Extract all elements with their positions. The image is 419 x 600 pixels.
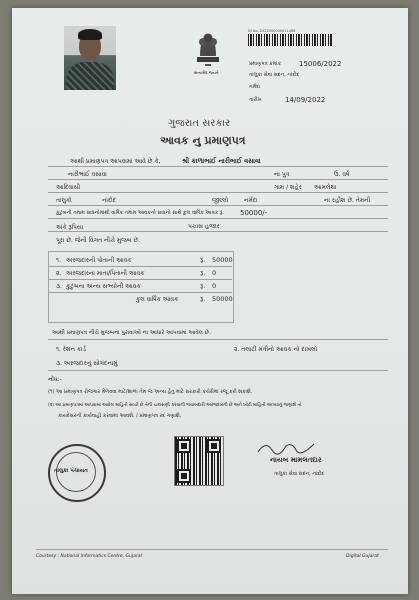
currency-2: રૂ. [200,270,206,277]
district: નર્મદા [244,197,258,204]
proof-heading: આથી પ્રમાણપત્ર નીચે મુજબના પુરાવાઓ ના આધારે આપવામાં આવેલ છે. [52,330,211,336]
relation-text: ના પુત્ર [274,171,290,178]
signature-office: તાલુકા સેવા સદન, નાંદોદ [274,471,325,477]
certificate-page [12,8,408,594]
income-row-1-amount: 50000 [212,256,233,264]
family-income-text: કુટુંબની તમામ સાધનોમાંથી વાર્ષિક તમામ આવકનો સાધનો સાથે કુલ વાર્ષિક આવક રૂ. [56,210,225,216]
age-label: ઉ. વર્ષ [334,171,350,178]
village: આમલેથા [314,184,337,191]
digital-gujarat-text: Digital Gujarat [346,554,379,559]
income-total-amount: 50000 [212,295,233,303]
certificate-title: આવક નુ પ્રમાણપત્ર [160,134,246,147]
applicant-photo [64,26,116,90]
income-row-1-source: અરજદારની પોતાની આવક [66,257,132,264]
resident-text: ના રહીશ છે. તેમની [324,197,371,204]
proof-item-1: ૧. રેશન કાર્ડ [56,346,86,353]
taluka: નાંદોદ [102,197,117,204]
applicant-name: શ્રી કાળાભાઈ નારીભાઈ વસાવા [182,157,261,165]
income-row-2-source: અરજદારના માતા/પિતાની આવક [66,270,145,277]
details-label: પૂરા છે. જેની વિગત નીચે મુજબ છે. [56,237,141,244]
issue-date: 14/09/2022 [285,96,326,104]
certificate-no-label: પ્રમાણપત્ર ક્રમાંક [249,61,282,67]
in-words-label: અંકે રૂપિયા [56,224,84,231]
income-row-2-index: ૨. [56,270,62,277]
currency-3: રૂ. [200,283,206,290]
intro-text: આથી પ્રમાણપત્ર આપવામાં આવે છે કે, [70,158,161,165]
father-name: નારીભાઈ વસાવા [68,171,107,178]
proof-item-2: ૨. તલાટી મંત્રીનો આવક નો દાખલો [234,346,318,353]
signature-title: નાયબ મામલતદાર [270,456,322,464]
signature-icon [256,438,316,456]
note-2-line-1: (૨) આ પ્રમાણપત્રમાં આપવામાં આવેલ માહિતી સાચી છે તેની ચકાસણી કરવાની જવાબદારી અરજદારની છે અને ખોટી માહિતી આપ્યાનું જણાશે તો [48,403,302,408]
income-row-1-index: ૧. [56,257,61,264]
qr-code [174,436,224,486]
village-label: ગામ / શહેર [274,184,302,191]
notes-heading: નોંધ:- [48,376,62,383]
note-1: (૧) આ પ્રમાણપત્ર રોજગાર મેળવવા માટે/શાળા તેમ જ અન્ય હેતુ માટે સરકારી કચેરીમાં રજૂ કરી શકાશે. [48,389,253,395]
date-label: તારીખ [249,97,262,103]
serial-number: ID No. 2022000000011486 [248,29,296,33]
stamp-text: તાલુકા પંચાયત [54,468,88,474]
income-row-3-source: કુટુંબના અન્ય સભ્યોની આવક [66,283,141,290]
district-label: જીલ્લો [212,197,229,204]
certificate-no: 15006/2022 [299,60,342,68]
header-district: નર્મદા [249,84,261,90]
income-in-words: પચાસ હજાર [188,223,220,230]
income-row-3-amount: 0 [212,282,217,290]
government-title: ગુજરાત સરકાર [168,118,231,129]
emblem-caption: સત્યમેવ જયતે [194,70,219,75]
barcode [248,34,332,46]
currency-1: રૂ. [200,257,206,264]
currency-total: રૂ. [200,296,206,303]
income-row-3-index: ૩. [56,283,62,290]
income-row-2-amount: 0 [212,269,217,277]
income-total-label: કુલ વાર્ષિક આવક [136,296,179,303]
caste: આદિવાસી [56,184,81,191]
proof-item-3: ૩. અરજદારનું સોગંદનામું [56,360,118,367]
state-emblem-icon [188,26,228,76]
taluka-label: તાલુકો [56,197,72,204]
office-stamp [48,444,106,502]
courtesy-text: Courtesy : National Informatics Centre, Gujarat [36,554,143,559]
issuing-office: તાલુકા સેવા સદન, નાંદોદ [249,72,300,78]
income-amount: 50000/- [240,209,268,217]
note-2-line-2: કાયદેસરની કાર્યવાહી કરવામાં આવશે. / પ્રમાણપત્ર રદ ગણાશે. [58,413,182,419]
